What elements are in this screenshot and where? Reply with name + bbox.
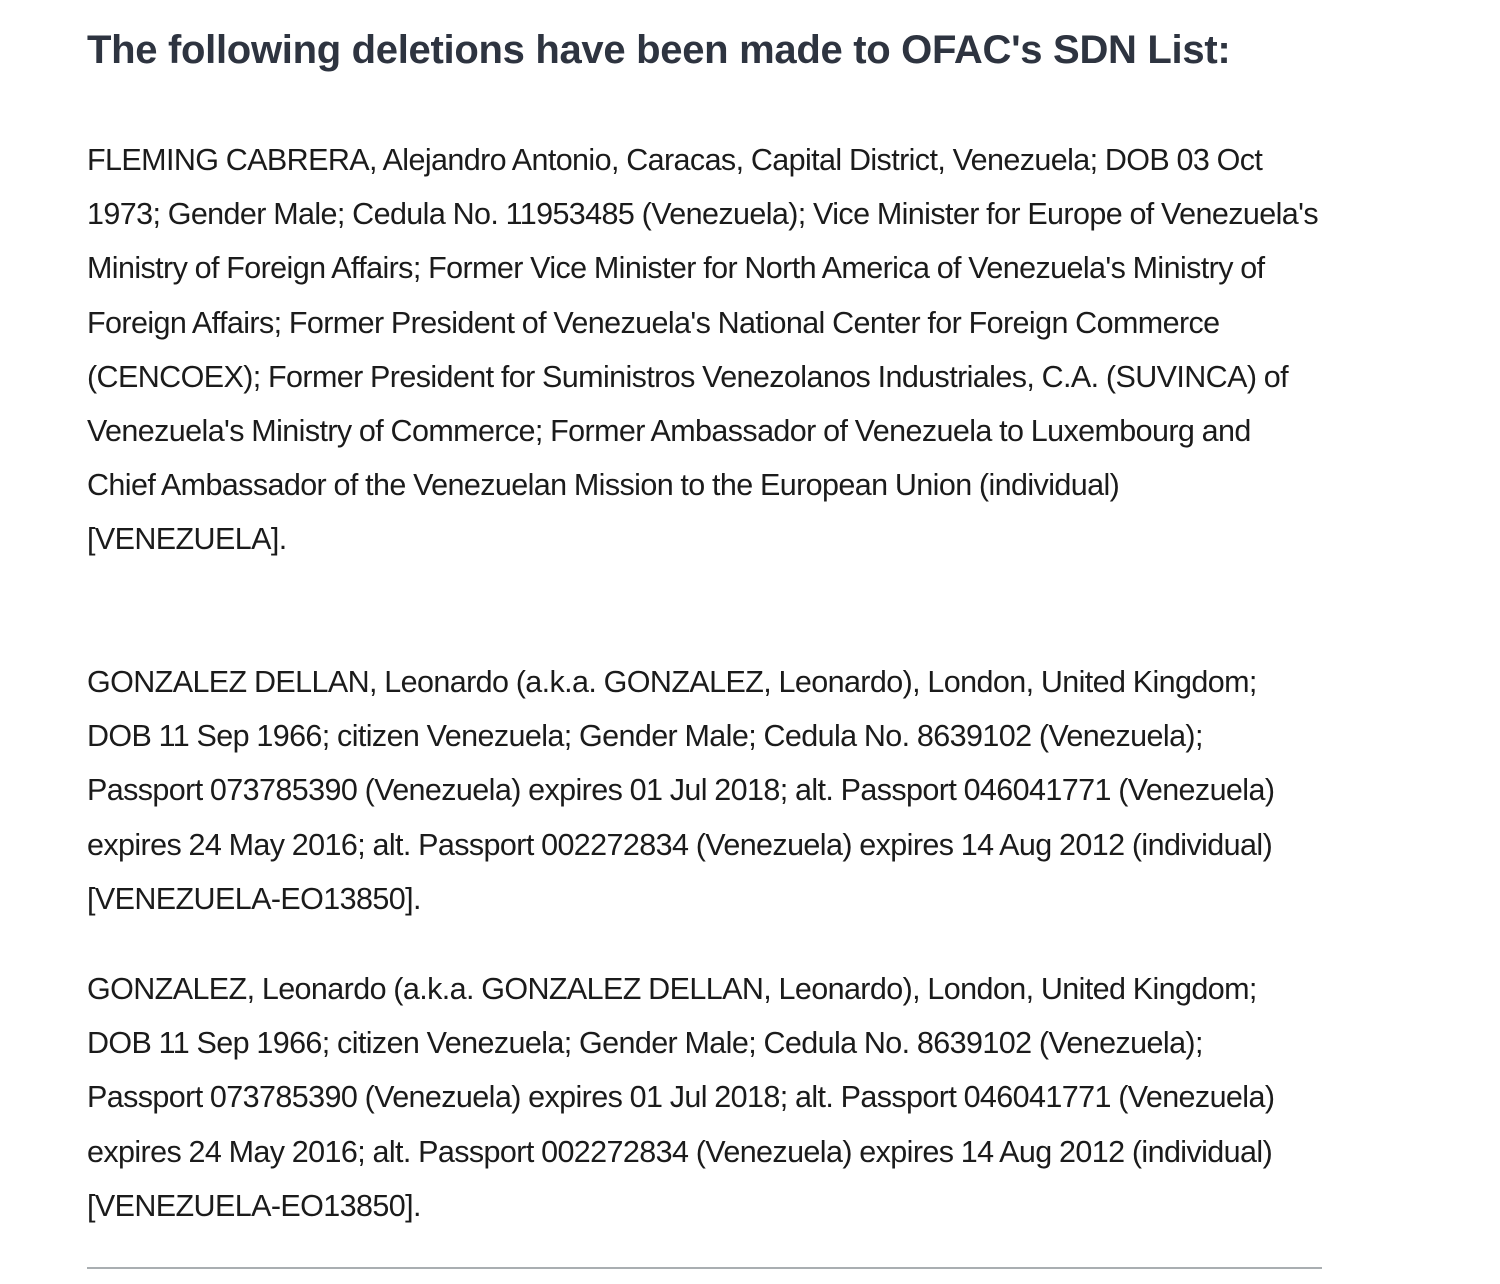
page-title: The following deletions have been made to OFAC's SDN List: [87,28,1231,72]
sdn-entry-gonzalez-dellan: GONZALEZ DELLAN, Leonardo (a.k.a. GONZALEZ, Leonardo), London, United Kingdom; DOB 11 Sep 1966; citizen Venezuela; Gender Male; Cedula No. 8639102 (Venezuela); Passport 073785390 (Venezuela) expires 01 Jul 2018; alt. Passport 046041771 (Venezuela) expires 24 May 2016; alt. Passport 002272834 (Venezuela) expires 14 Aug 2012 (individual) [VENEZUELA-EO13850]. [87,665,1275,916]
sdn-entry-fleming-cabrera: FLEMING CABRERA, Alejandro Antonio, Caracas, Capital District, Venezuela; DOB 03 Oct 1973; Gender Male; Cedula No. 11953485 (Venezuela); Vice Minister for Europe of Venezuela's Ministry of Foreign Affairs; Former Vice Minister for North America of Venezuela's Ministry of Foreign Affairs; Former President of Venezuela's National Center for Foreign Commerce (CENCOEX); Former President for Suministros Venezolanos Industriales, C.A. (SUVINCA) of Venezuela's Ministry of Commerce; Former Ambassador of Venezuela to Luxembourg and Chief Ambassador of the Venezuelan Mission to the European Union (individual) [VENEZUELA]. [87,143,1318,557]
sdn-deletions-notice [87,0,1327,1223]
section-divider [87,1267,1322,1269]
sdn-entry-gonzalez: GONZALEZ, Leonardo (a.k.a. GONZALEZ DELLAN, Leonardo), London, United Kingdom; DOB 11 Sep 1966; citizen Venezuela; Gender Male; Cedula No. 8639102 (Venezuela); Passport 073785390 (Venezuela) expires 01 Jul 2018; alt. Passport 046041771 (Venezuela) expires 24 May 2016; alt. Passport 002272834 (Venezuela) expires 14 Aug 2012 (individual) [VENEZUELA-EO13850]. [87,972,1275,1223]
